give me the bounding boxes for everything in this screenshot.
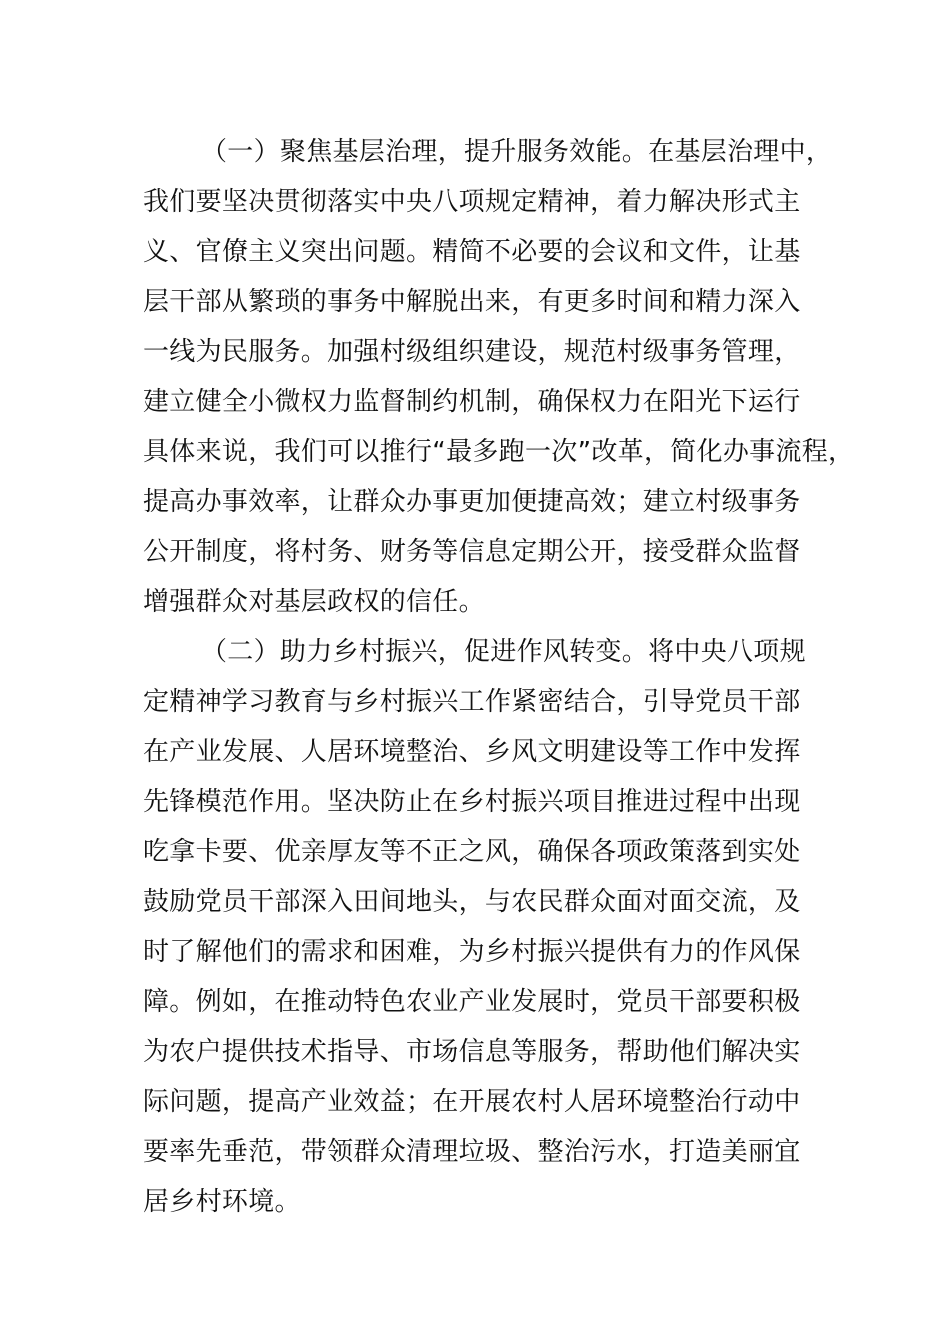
paragraph-2-line-11: 要率先垂范，带领群众清理垃圾、整治污水，打造美丽宜 bbox=[143, 1137, 801, 1167]
paragraph-1 bbox=[143, 127, 855, 627]
paragraph-2-line-10: 际问题，提高产业效益；在开展农村人居环境整治行动中 bbox=[143, 1087, 801, 1117]
paragraph-2-line-7: 时了解他们的需求和困难，为乡村振兴提供有力的作风保 bbox=[143, 937, 801, 967]
paragraph-2-line-6: 鼓励党员干部深入田间地头，与农民群众面对面交流，及 bbox=[143, 887, 801, 917]
paragraph-2-line-12: 居乡村环境。 bbox=[143, 1187, 301, 1217]
paragraph-1-line-4: 层干部从繁琐的事务中解脱出来，有更多时间和精力深入 bbox=[143, 287, 801, 317]
document-body bbox=[143, 127, 855, 1227]
paragraph-1-line-1: （一）聚焦基层治理，提升服务效能。在基层治理中， bbox=[201, 137, 833, 167]
paragraph-1-line-6: 建立健全小微权力监督制约机制，确保权力在阳光下运行 bbox=[143, 387, 801, 417]
paragraph-2-line-3: 在产业发展、人居环境整治、乡风文明建设等工作中发挥 bbox=[143, 737, 801, 767]
paragraph-1-line-8: 提高办事效率，让群众办事更加便捷高效；建立村级事务 bbox=[143, 487, 801, 517]
paragraph-2-line-9: 为农户提供技术指导、市场信息等服务，帮助他们解决实 bbox=[143, 1037, 801, 1067]
paragraph-2-line-8: 障。例如，在推动特色农业产业发展时，党员干部要积极 bbox=[143, 987, 801, 1017]
paragraph-1-line-9: 公开制度，将村务、财务等信息定期公开，接受群众监督 bbox=[143, 537, 801, 567]
paragraph-1-line-3: 义、官僚主义突出问题。精简不必要的会议和文件，让基 bbox=[143, 237, 801, 267]
paragraph-1-line-7: 具体来说，我们可以推行“最多跑一次”改革，简化办事流程， bbox=[143, 437, 855, 467]
paragraph-1-line-2: 我们要坚决贯彻落实中央八项规定精神，着力解决形式主 bbox=[143, 187, 801, 217]
paragraph-2-line-4: 先锋模范作用。坚决防止在乡村振兴项目推进过程中出现 bbox=[143, 787, 801, 817]
paragraph-2-line-2: 定精神学习教育与乡村振兴工作紧密结合，引导党员干部 bbox=[143, 687, 801, 717]
paragraph-1-line-5: 一线为民服务。加强村级组织建设，规范村级事务管理， bbox=[143, 337, 801, 367]
paragraph-1-line-10: 增强群众对基层政权的信任。 bbox=[143, 587, 485, 617]
paragraph-2-line-5: 吃拿卡要、优亲厚友等不正之风，确保各项政策落到实处 bbox=[143, 837, 801, 867]
paragraph-2 bbox=[143, 627, 823, 1227]
paragraph-2-line-1: （二）助力乡村振兴，促进作风转变。将中央八项规 bbox=[201, 637, 806, 667]
